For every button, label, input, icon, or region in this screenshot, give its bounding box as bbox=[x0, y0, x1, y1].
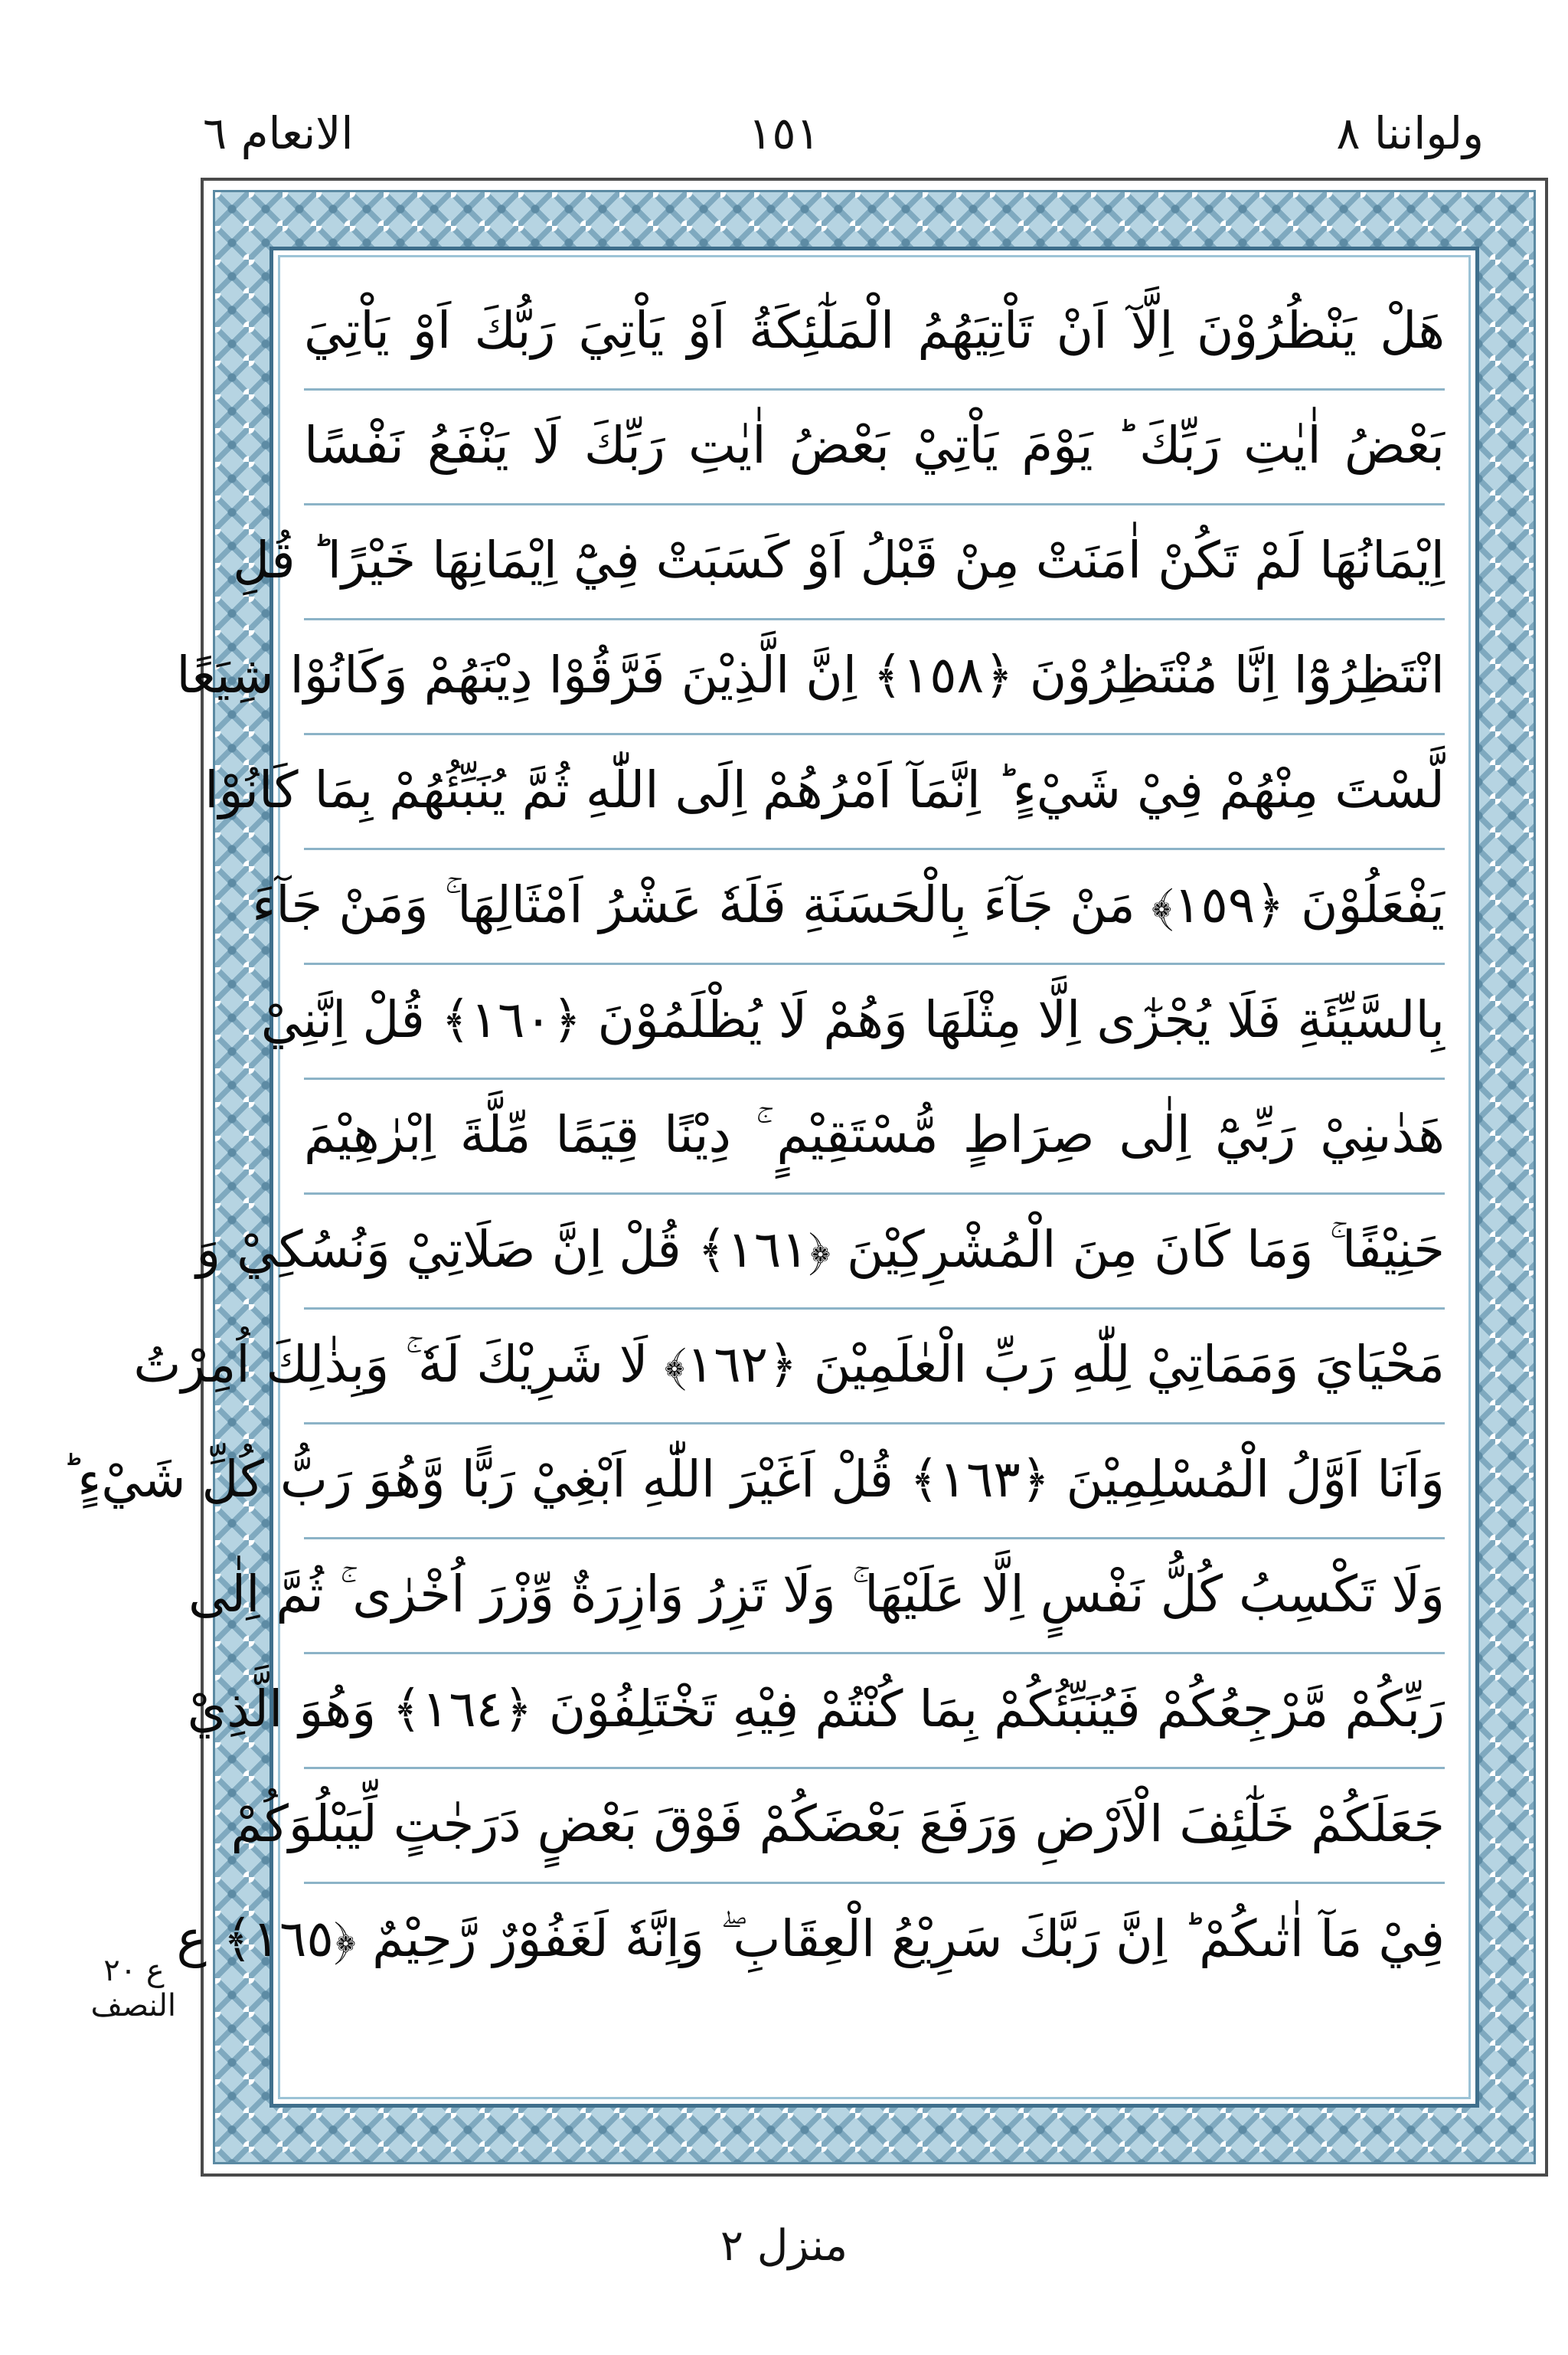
verse-line: رَبِّكُمْ مَّرْجِعُكُمْ فَيُنَبِّئُكُمْ بِمَا كُنْتُمْ فِيْهِ تَخْتَلِفُوْنَ ﴿١٦٤﴾ وَهُوَ الَّذِيْ bbox=[304, 1652, 1445, 1769]
verse-line: وَاَنَا اَوَّلُ الْمُسْلِمِيْنَ ﴿١٦٣﴾ قُلْ اَغَيْرَ اللّٰهِ اَبْغِيْ رَبًّا وَّهُوَ رَبُّ كُلِّ شَيْءٍ ؕ bbox=[304, 1422, 1445, 1539]
verse-line: فِيْ مَآ اٰتٰىكُمْ ؕ اِنَّ رَبَّكَ سَرِيْعُ الْعِقَابِ ۖ وَاِنَّهٗ لَغَفُوْرٌ رَّحِيْمٌ ﴿١٦٥﴾ ع bbox=[176, 1909, 1445, 1968]
manzil-footer: منزل ٢ bbox=[720, 2221, 848, 2271]
verse-line: بَعْضُ اٰيٰتِ رَبِّكَ ؕ يَوْمَ يَاْتِيْ بَعْضُ اٰيٰتِ رَبِّكَ لَا يَنْفَعُ نَفْسًا bbox=[304, 388, 1445, 505]
surah-name: الانعام ٦ bbox=[203, 107, 354, 159]
juz-name: ولواننا ٨ bbox=[1336, 107, 1484, 159]
verse-line: مَحْيَايَ وَمَمَاتِيْ لِلّٰهِ رَبِّ الْعٰلَمِيْنَ ﴿١٦٢﴾ لَا شَرِيْكَ لَهٗ ۚ وَبِذٰلِكَ اُمِرْتُ bbox=[304, 1307, 1445, 1424]
verse-line: لَّسْتَ مِنْهُمْ فِيْ شَيْءٍ ؕ اِنَّمَآ اَمْرُهُمْ اِلَى اللّٰهِ ثُمَّ يُنَبِّئُهُمْ بِمَا كَانُوْا bbox=[304, 733, 1445, 850]
verse-line: بِالسَّيِّئَةِ فَلَا يُجْزٰٓى اِلَّا مِثْلَهَا وَهُمْ لَا يُظْلَمُوْنَ ﴿١٦٠﴾ قُلْ اِنَّنِيْ bbox=[304, 963, 1445, 1080]
margin-note bbox=[92, 1953, 176, 2023]
verse-line: هَدٰىنِيْ رَبِّيْٓ اِلٰى صِرَاطٍ مُّسْتَقِيْمٍ ۚ دِيْنًا قِيَمًا مِّلَّةَ اِبْرٰهِيْمَ bbox=[304, 1078, 1445, 1195]
verse-line: حَنِيْفًا ۚ وَمَا كَانَ مِنَ الْمُشْرِكِيْنَ ﴿١٦١﴾ قُلْ اِنَّ صَلَاتِيْ وَنُسُكِيْ وَ bbox=[304, 1192, 1445, 1310]
page-number: ١٥١ bbox=[748, 107, 820, 159]
verse-line: جَعَلَكُمْ خَلٰٓئِفَ الْاَرْضِ وَرَفَعَ بَعْضَكُمْ فَوْقَ بَعْضٍ دَرَجٰتٍ لِّيَبْلُوَكُمْ bbox=[304, 1767, 1445, 1884]
verse-line: وَلَا تَكْسِبُ كُلُّ نَفْسٍ اِلَّا عَلَيْهَا ۚ وَلَا تَزِرُ وَازِرَةٌ وِّزْرَ اُخْرٰى ۚ ثُمَّ اِلٰى bbox=[304, 1537, 1445, 1654]
verse-line: هَلْ يَنْظُرُوْنَ اِلَّآ اَنْ تَاْتِيَهُمُ الْمَلٰٓئِكَةُ اَوْ يَاْتِيَ رَبُّكَ اَوْ يَاْتِيَ bbox=[304, 273, 1445, 391]
verse-line: يَفْعَلُوْنَ ﴿١٥٩﴾ مَنْ جَآءَ بِالْحَسَنَةِ فَلَهٗ عَشْرُ اَمْثَالِهَا ۚ وَمَنْ جَآءَ bbox=[304, 848, 1445, 965]
half-marker: النصف bbox=[90, 1988, 176, 2023]
verse-line: انْتَظِرُوْٓا اِنَّا مُنْتَظِرُوْنَ ﴿١٥٨﴾ اِنَّ الَّذِيْنَ فَرَّقُوْا دِيْنَهُمْ وَكَانُوْا شِيَعًا bbox=[304, 618, 1445, 735]
ruku-marker: ع ٢٠ bbox=[103, 1953, 165, 1988]
verse-line: اِيْمَانُهَا لَمْ تَكُنْ اٰمَنَتْ مِنْ قَبْلُ اَوْ كَسَبَتْ فِيْٓ اِيْمَانِهَا خَيْرًا ؕ قُلِ bbox=[304, 503, 1445, 620]
